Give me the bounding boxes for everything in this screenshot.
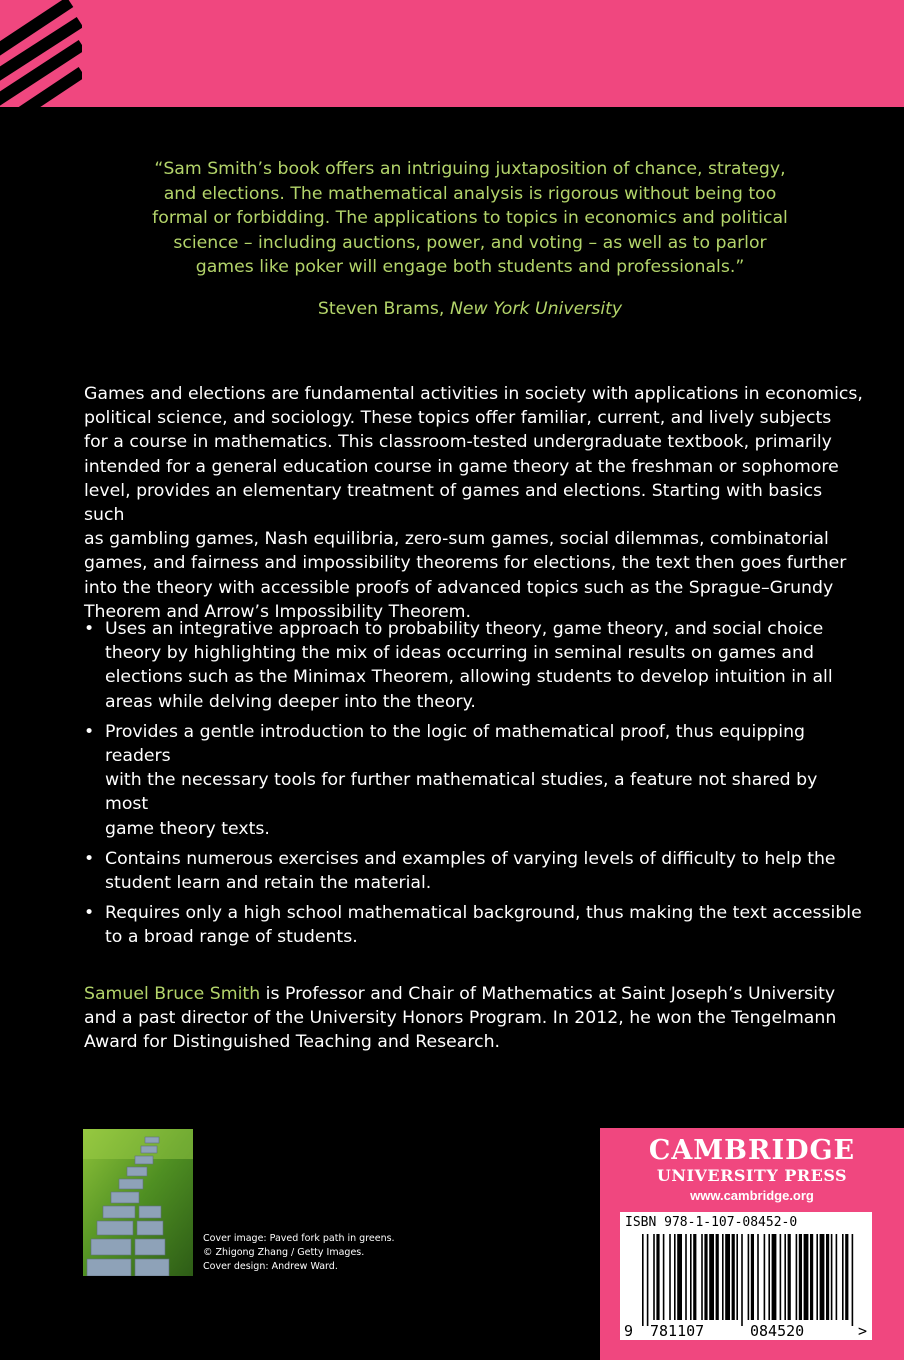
barcode-bar: [757, 1234, 759, 1320]
barcode-bar: [820, 1234, 825, 1320]
bullet-line: areas while delving deeper into the theory.: [105, 691, 476, 712]
quote-line: science – including auctions, power, and voting – as well as to parlor: [173, 232, 767, 253]
barcode-digit-prefix: 9: [624, 1322, 634, 1340]
bullet-line: to a broad range of students.: [105, 927, 358, 948]
barcode-digit-end: >: [858, 1322, 868, 1340]
bullet-icon: •: [84, 619, 95, 639]
barcode-bar: [725, 1234, 730, 1320]
isbn-label: ISBN 978-1-107-08452-0: [625, 1215, 798, 1230]
barcode-bar: [656, 1234, 659, 1320]
isbn-barcode: [620, 1212, 872, 1340]
bullet-icon: •: [84, 903, 95, 924]
barcode-bar: [669, 1234, 671, 1320]
barcode-digit-group: 781107: [650, 1322, 705, 1340]
barcode-bar: [685, 1234, 687, 1320]
barcode-bars: [620, 1212, 872, 1340]
barcode-bar: [732, 1234, 735, 1320]
credit-line: Cover image: Paved fork path in greens.: [203, 1233, 395, 1244]
bullet-icon: •: [84, 848, 95, 869]
barcode-bar: [716, 1234, 719, 1320]
barcode-bar: [677, 1234, 682, 1320]
top-accent-band: [0, 0, 904, 107]
cover-photo-thumbnail: [83, 1129, 193, 1276]
cover-credits: [203, 1232, 395, 1274]
list-item: [84, 720, 864, 841]
description-line: games, and fairness and impossibility theorems for elections, the text then goes further: [84, 553, 847, 574]
stripes-decoration: [0, 0, 82, 107]
barcode-bar: [768, 1234, 770, 1320]
bio-line: and a past director of the University Honors Program. In 2012, he won the Tengelmann: [84, 1008, 837, 1029]
publisher-subtitle: UNIVERSITY PRESS: [656, 1166, 848, 1185]
barcode-bar: [741, 1234, 743, 1326]
barcode-bar: [693, 1234, 696, 1320]
bullet-line: elections such as the Minimax Theorem, allowing students to develop intuition in all: [105, 667, 833, 688]
list-item: [84, 617, 864, 714]
barcode-bar: [804, 1234, 809, 1320]
quote-line: “Sam Smith’s book offers an intriguing juxtaposition of chance, strategy,: [154, 159, 786, 179]
author-bio: [84, 982, 844, 1055]
bullet-line: Uses an integrative approach to probability theory, game theory, and social choice: [105, 619, 824, 639]
description-line: political science, and sociology. These topics offer familiar, current, and lively subjects: [84, 408, 832, 429]
bullet-line: student learn and retain the material.: [105, 873, 432, 894]
barcode-bar: [704, 1234, 707, 1320]
barcode-bar: [842, 1234, 844, 1320]
barcode-bar: [826, 1234, 829, 1320]
barcode-digit-group: 084520: [750, 1322, 805, 1340]
bio-line: [84, 982, 844, 1006]
author-name: Samuel Bruce Smith: [84, 984, 261, 1004]
feature-list: [84, 617, 864, 956]
quote-line: formal or forbidding. The applications to topics in economics and political: [152, 208, 788, 229]
barcode-bar: [831, 1234, 833, 1320]
quote-line: games like poker will engage both students and professionals.”: [195, 257, 745, 278]
barcode-bar: [788, 1234, 791, 1320]
barcode-bar: [810, 1234, 813, 1320]
description-line: as gambling games, Nash equilibria, zero-sum games, social dilemmas, combinatorial: [84, 529, 829, 550]
barcode-bar: [772, 1234, 777, 1320]
list-item: [84, 901, 864, 949]
barcode-bar: [780, 1234, 782, 1320]
bio-text: is Professor and Chair of Mathematics at Saint Joseph’s University: [260, 984, 836, 1004]
barcode-digits: [620, 1322, 872, 1340]
barcode-bar: [816, 1234, 818, 1320]
barcode-bar: [751, 1234, 754, 1320]
barcode-bar: [722, 1234, 724, 1320]
bullet-line: Requires only a high school mathematical background, thus making the text accessible: [105, 903, 862, 924]
barcode-bar: [663, 1234, 665, 1320]
bullet-line: game theory texts.: [105, 818, 270, 839]
barcode-bar: [764, 1234, 766, 1320]
bullet-line: Contains numerous exercises and examples of varying levels of difficulty to help the: [105, 848, 836, 869]
endorsement-quote: [150, 157, 790, 322]
barcode-bar: [836, 1234, 838, 1320]
barcode-bar: [845, 1234, 848, 1320]
description-line: level, provides an elementary treatment of games and elections. Starting with basics such: [84, 480, 823, 526]
description-line: intended for a general education course in game theory at the freshman or sophomore: [84, 456, 839, 477]
publisher-url: www.cambridge.org: [690, 1188, 814, 1203]
credit-line: Cover design: Andrew Ward.: [203, 1261, 338, 1272]
bullet-line: with the necessary tools for further mathematical studies, a feature not shared by most: [105, 770, 818, 815]
quote-author: Steven Brams,: [317, 298, 445, 319]
description-line: for a course in mathematics. This classroom-tested undergraduate textbook, primarily: [84, 432, 832, 453]
bullet-line: theory by highlighting the mix of ideas occurring in seminal results on games and: [105, 643, 814, 664]
barcode-bar: [690, 1234, 692, 1320]
description-line: into the theory with accessible proofs of advanced topics such as the Sprague–Grundy: [84, 577, 834, 598]
list-item: [84, 847, 864, 895]
barcode-bar: [653, 1234, 655, 1320]
barcode-bar: [852, 1234, 854, 1326]
bullet-line: Provides a gentle introduction to the logic of mathematical proof, thus equipping readers: [105, 721, 805, 767]
barcode-bar: [647, 1234, 649, 1326]
barcode-bar: [701, 1234, 703, 1320]
barcode-bar: [642, 1234, 644, 1326]
barcode-bar: [784, 1234, 786, 1320]
barcode-bar: [799, 1234, 802, 1320]
publisher-name: CAMBRIDGE: [648, 1135, 856, 1166]
book-description: [84, 382, 864, 624]
barcode-bar: [748, 1234, 750, 1320]
barcode-bar: [736, 1234, 738, 1320]
bullet-icon: •: [84, 721, 95, 742]
credit-line: © Zhigong Zhang / Getty Images.: [203, 1247, 365, 1258]
quote-affiliation: New York University: [449, 298, 623, 319]
bio-line: Award for Distinguished Teaching and Research.: [84, 1032, 501, 1053]
description-line: Theorem and Arrow’s Impossibility Theorem.: [84, 601, 471, 622]
barcode-bar: [674, 1234, 676, 1320]
barcode-bar: [796, 1234, 798, 1320]
publisher-box: [600, 1128, 904, 1360]
description-line: Games and elections are fundamental activities in society with applications in economics,: [84, 384, 863, 404]
barcode-bar: [709, 1234, 714, 1320]
quote-line: and elections. The mathematical analysis is rigorous without being too: [163, 183, 777, 204]
quote-attribution: [150, 297, 790, 322]
